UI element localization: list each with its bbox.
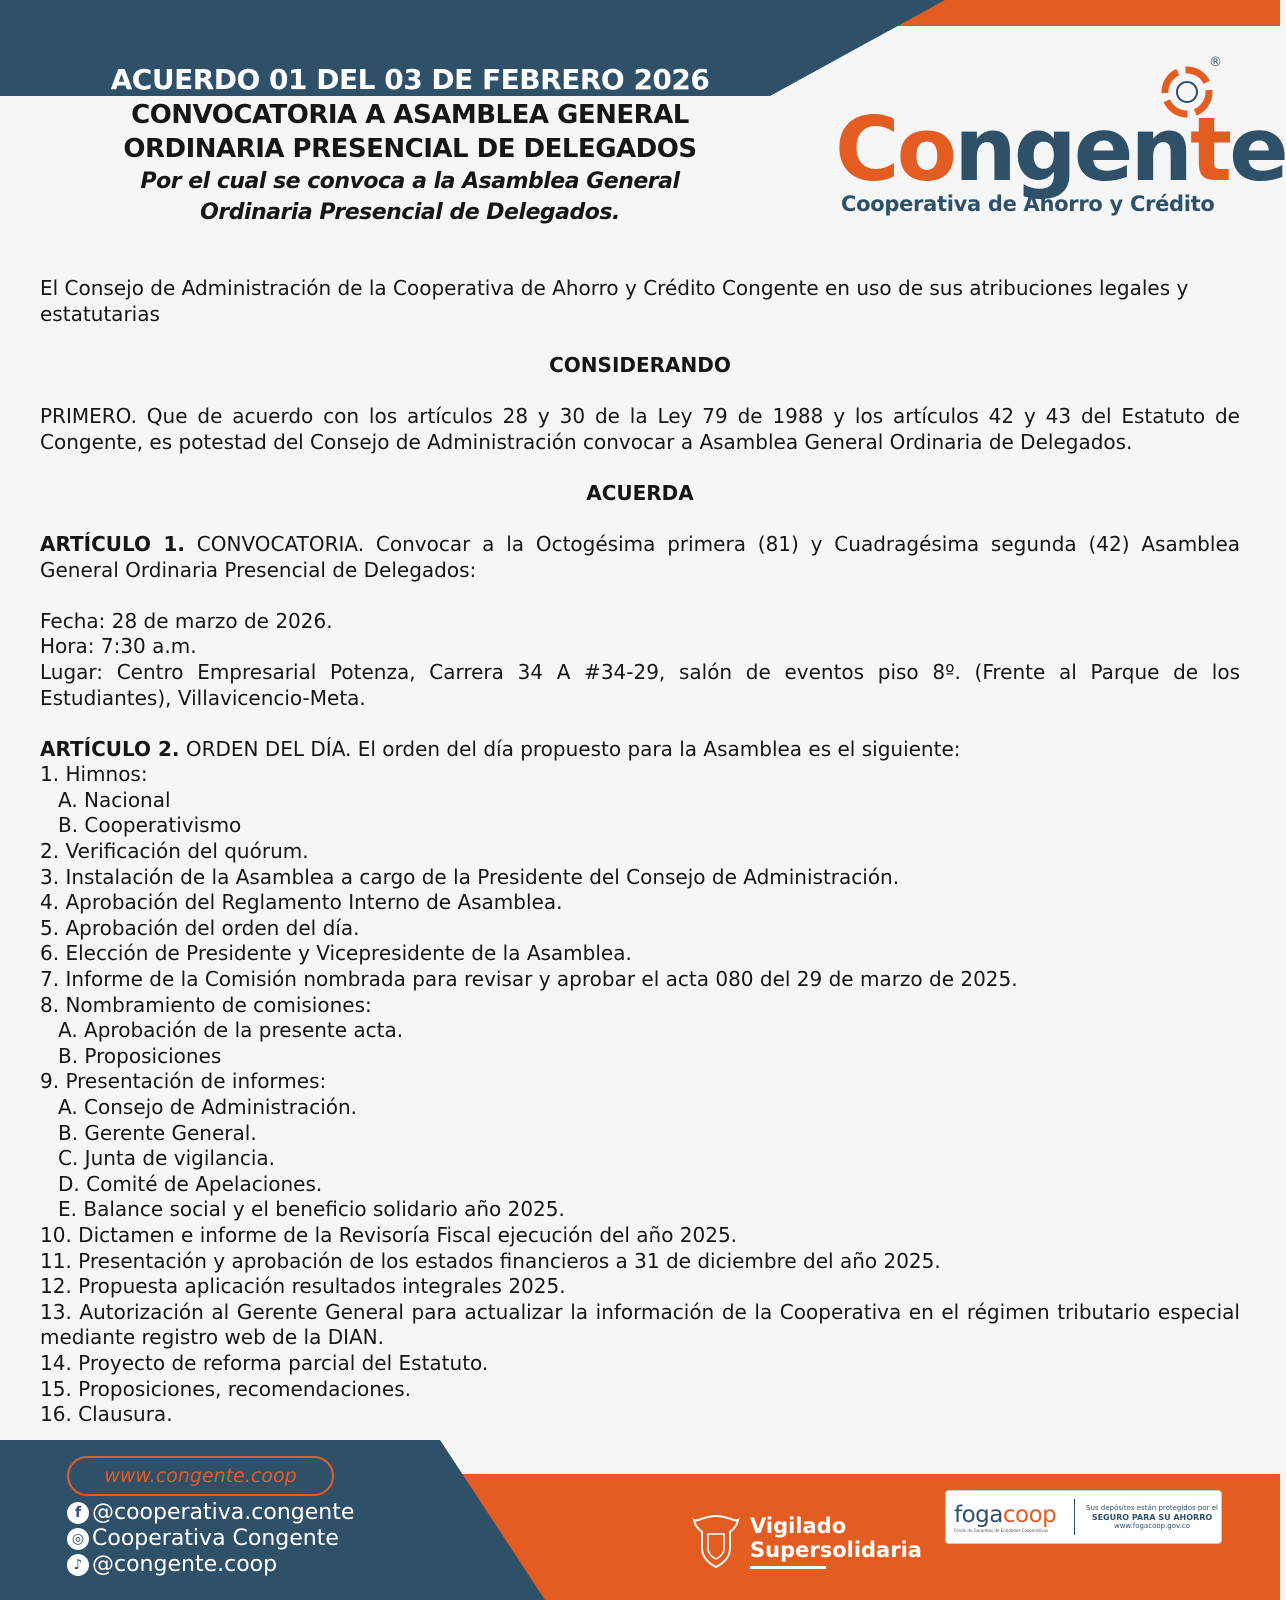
agenda-item: 9. Presentación de informes:	[40, 1069, 327, 1094]
article-2-text: ORDEN DEL DÍA. El orden del día propuesto para la Asamblea es el siguiente:	[179, 736, 961, 761]
fogacoop-full-name: Fondo de Garantías de Entidades Cooperativas	[954, 1527, 1049, 1533]
agenda-item: 7. Informe de la Comisión nombrada para revisar y aprobar el acta 080 del 29 de marzo de 2025.	[40, 967, 1018, 992]
agenda-item: 16. Clausura.	[40, 1402, 173, 1427]
agenda-subitem: A. Aprobación de la presente acta.	[58, 1018, 404, 1043]
agenda-item: 2. Verificación del quórum.	[40, 839, 309, 864]
agenda-item: 14. Proyecto de reforma parcial del Estatuto.	[40, 1350, 489, 1375]
coat-of-arms-icon	[690, 1512, 742, 1570]
facebook-link[interactable]	[67, 1500, 354, 1526]
title-line-3: ORDINARIA PRESENCIAL DE DELEGADOS	[123, 134, 697, 164]
event-date: Fecha: 28 de marzo de 2026.	[40, 608, 333, 633]
logo-wordmark: Congente	[835, 98, 1286, 201]
fogacoop-msg-1: Sus depósitos están protegidos por el	[1086, 1503, 1218, 1512]
article-2-label: ARTÍCULO 2.	[40, 736, 180, 761]
article-1	[40, 532, 1240, 583]
facebook-handle: @cooperativa.congente	[92, 1500, 355, 1525]
agenda-item: 15. Proposiciones, recomendaciones.	[40, 1376, 411, 1401]
agenda-subitem: C. Junta de vigilancia.	[58, 1146, 276, 1171]
primero-paragraph: PRIMERO. Que de acuerdo con los artículos 28 y 30 de la Ley 79 de 1988 y los artículos 42 y 43 del Estatuto de Congente, es potestad del Consejo de Administración convocar a Asamblea General Ordinaria de Delegados.	[40, 403, 1240, 454]
registered-mark: ®	[1209, 55, 1222, 70]
agenda-item: 1. Himnos:	[40, 762, 148, 787]
agenda-item: 8. Nombramiento de comisiones:	[40, 992, 372, 1017]
subtitle-line-1: Por el cual se convoca a la Asamblea General	[140, 169, 680, 194]
title-line-2: CONVOCATORIA A ASAMBLEA GENERAL	[131, 100, 689, 130]
fogacoop-msg-3: www.fogacoop.gov.co	[1113, 1521, 1190, 1530]
intro-paragraph: El Consejo de Administración de la Cooperativa de Ahorro y Crédito Congente en uso de sus atribuciones legales y estatutarias	[40, 276, 1189, 326]
website-link[interactable]: www.congente.coop	[67, 1456, 334, 1496]
agenda-item: 13. Autorización al Gerente General para actualizar la información de la Cooperativa en el régimen tributario especial mediante registro web de la DIAN.	[40, 1299, 1240, 1350]
agenda-subitem: B. Gerente General.	[58, 1120, 257, 1145]
agenda-subitem: E. Balance social y el beneficio solidario año 2025.	[58, 1197, 565, 1222]
agenda-subitem: A. Consejo de Administración.	[58, 1095, 358, 1119]
header-titles	[60, 62, 760, 228]
agenda-list	[40, 762, 1240, 1427]
agenda-item: 12. Propuesta aplicación resultados integrales 2025.	[40, 1274, 566, 1299]
agenda-item: 6. Elección de Presidente y Vicepresidente de la Asamblea.	[40, 941, 632, 966]
agreement-number: ACUERDO 01 DEL 03 DE FEBRERO 2026	[110, 63, 710, 96]
vigilado-line-1: Vigilado	[750, 1513, 847, 1538]
instagram-handle: Cooperativa Congente	[92, 1526, 339, 1551]
vigilado-supersolidaria	[690, 1512, 922, 1570]
article-1-label: ARTÍCULO 1.	[40, 531, 185, 556]
fogacoop-msg-2: SEGURO PARA SU AHORRO	[1091, 1512, 1213, 1522]
agenda-item: 11. Presentación y aprobación de los estados financieros a 31 de diciembre del año 2025.	[40, 1248, 941, 1273]
tiktok-handle: @congente.coop	[92, 1552, 278, 1577]
congente-logo	[835, 50, 1286, 230]
instagram-link[interactable]	[67, 1526, 339, 1552]
tiktok-icon: ♪	[67, 1554, 89, 1576]
agenda-item: 3. Instalación de la Asamblea a cargo de la Presidente del Consejo de Administración.	[40, 864, 900, 889]
vigilado-line-2: Supersolidaria	[750, 1537, 922, 1562]
agenda-item: 4. Aprobación del Reglamento Interno de Asamblea.	[40, 890, 563, 915]
acuerda-heading: ACUERDA	[586, 480, 694, 505]
document-body	[40, 276, 1240, 1428]
agenda-subitem: B. Proposiciones	[58, 1043, 222, 1068]
facebook-icon: f	[67, 1502, 89, 1524]
fogacoop-logo: fogacoop	[954, 1501, 1057, 1528]
article-2	[40, 737, 1240, 763]
agenda-subitem: B. Cooperativismo	[58, 813, 242, 838]
subtitle-line-2: Ordinaria Presencial de Delegados.	[200, 200, 620, 225]
considerando-heading: CONSIDERANDO	[549, 352, 731, 377]
event-location: Lugar: Centro Empresarial Potenza, Carrera 34 A #34-29, salón de eventos piso 8º. (Frente al Parque de los Estudiantes), Villavicencio-Meta.	[40, 659, 1240, 710]
logo-tagline: Cooperativa de Ahorro y Crédito	[841, 192, 1215, 216]
agenda-item: 10. Dictamen e informe de la Revisoría Fiscal ejecución del año 2025.	[40, 1222, 738, 1247]
article-1-text: CONVOCATORIA. Convocar a la Octogésima primera (81) y Cuadragésima segunda (42) Asamblea General Ordinaria Presencial de Delegados:	[40, 531, 1240, 582]
agenda-item: 5. Aprobación del orden del día.	[40, 915, 360, 940]
event-time: Hora: 7:30 a.m.	[40, 634, 197, 659]
fogacoop-badge	[945, 1490, 1222, 1544]
agenda-subitem: A. Nacional	[58, 787, 171, 812]
agenda-subitem: D. Comité de Apelaciones.	[58, 1171, 323, 1196]
instagram-icon: ◎	[67, 1528, 89, 1550]
tiktok-link[interactable]	[67, 1552, 277, 1578]
